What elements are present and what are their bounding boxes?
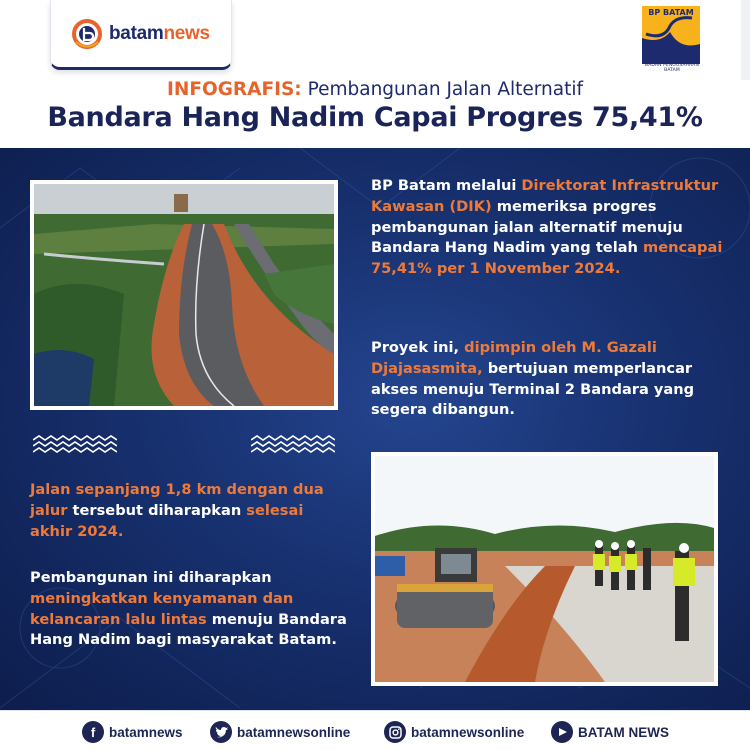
batamnews-logo[interactable]	[50, 0, 232, 70]
header	[0, 0, 750, 148]
instagram-link[interactable]: batamnewsonline	[384, 721, 524, 743]
instagram-icon	[384, 721, 406, 743]
infographic-kicker: INFOGRAFIS: Pembangunan Jalan Alternatif	[166, 79, 583, 100]
social-footer	[0, 710, 750, 750]
batamnews-logo-text: batamnews	[109, 23, 210, 44]
paragraph-progress: BP Batam melalui Direktorat Infrastruktur Kawasan (DIK) memeriksa progres pembangunan jalan alternatif menuju Bandara Hang Nadim yang telah mencapai 75,41% per 1 November 2024.	[371, 177, 723, 278]
aerial-road-photo	[30, 180, 338, 410]
twitter-link[interactable]: batamnewsonline	[210, 721, 350, 743]
facebook-icon: f	[82, 721, 104, 743]
twitter-icon	[210, 721, 232, 743]
batamnews-logo-icon	[71, 18, 103, 50]
paragraph-road-length: Jalan sepanjang 1,8 km dengan dua jalur tersebut diharapkan selesai akhir 2024.	[30, 481, 324, 540]
zigzag-divider-left	[33, 434, 117, 454]
bp-batam-logo	[640, 4, 702, 66]
construction-site-photo	[371, 452, 718, 686]
zigzag-divider-right	[251, 434, 335, 454]
bp-logo-caption: BADAN PENGUSAHAAN BATAM	[645, 63, 699, 73]
paragraph-benefits: Pembangunan ini diharapkan meningkatkan kenyamanan dan kelancaran lalu lintas menuju Bandara Hang Nadim bagi masyarakat Batam.	[30, 569, 347, 649]
youtube-link[interactable]: BATAM NEWS	[551, 721, 669, 743]
youtube-icon	[551, 721, 573, 743]
main-content	[0, 148, 750, 710]
header-edge-strip	[741, 0, 750, 80]
paragraph-project-lead: Proyek ini, dipimpin oleh M. Gazali Djajasasmita, bertujuan memperlancar akses menuju Terminal 2 Bandara yang segera dibangun.	[371, 339, 695, 419]
facebook-link[interactable]: f batamnews	[82, 721, 183, 743]
bp-logo-text: BP BATAM	[648, 8, 694, 17]
page-title: Bandara Hang Nadim Capai Progres 75,41%	[47, 102, 703, 133]
